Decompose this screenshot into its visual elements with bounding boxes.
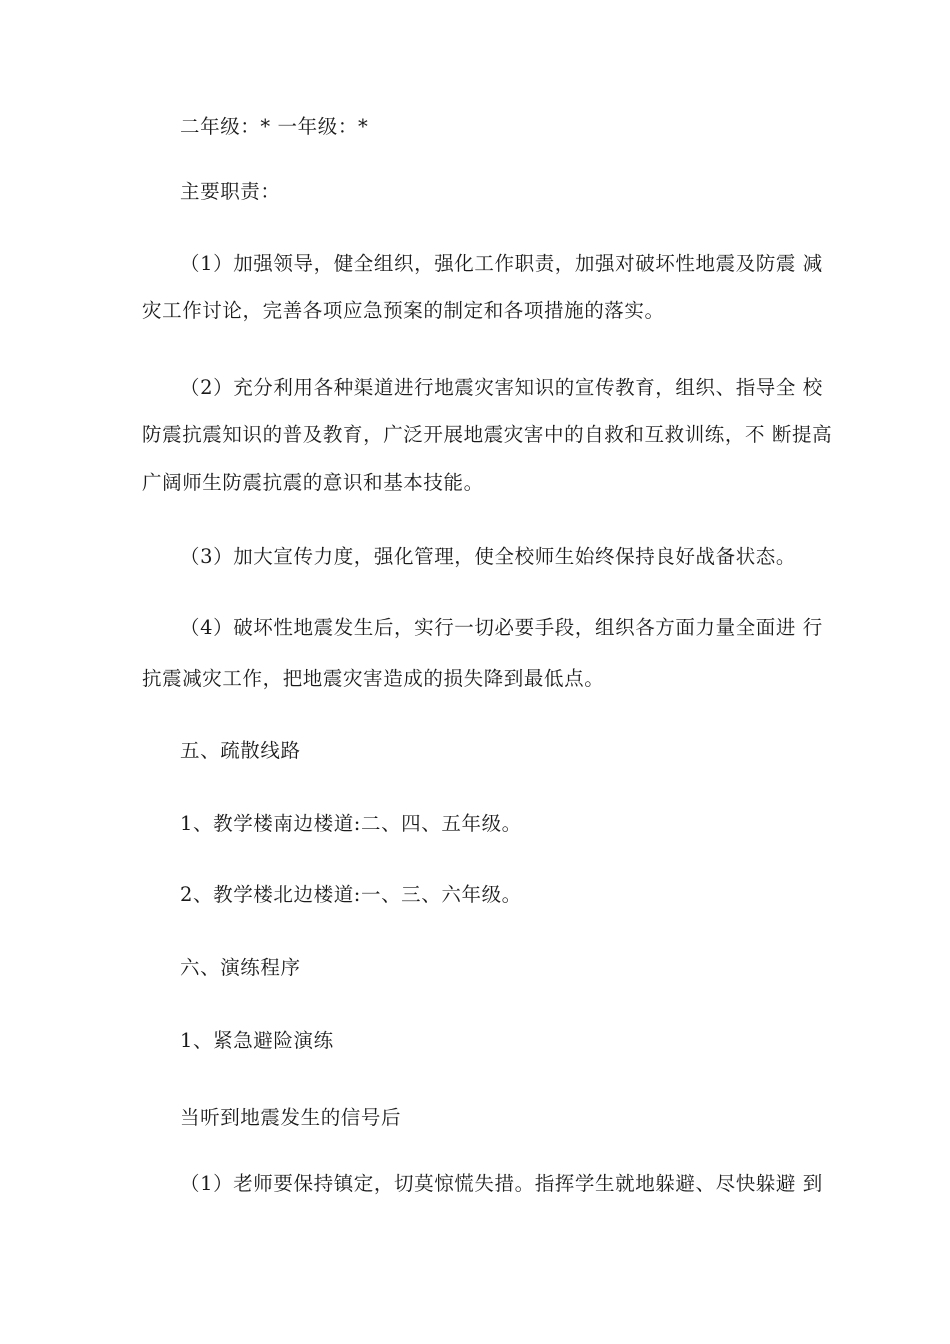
route-north-line: 2、教学楼北边楼道:一、三、六年级。 <box>180 883 522 906</box>
signal-line: 当听到地震发生的信号后 <box>180 1106 402 1129</box>
paragraph-4-line-2: 抗震减灾工作，把地震灾害造成的损失降到最低点。 <box>142 667 605 690</box>
paragraph-1-line-2: 灾工作讨论，完善各项应急预案的制定和各项措施的落实。 <box>142 299 665 322</box>
section-six-heading: 六、演练程序 <box>180 956 301 979</box>
route-south-line: 1、教学楼南边楼道:二、四、五年级。 <box>180 812 522 835</box>
drill-item-1-line-1: （1）老师要保持镇定，切莫惊慌失措。指挥学生就地躲避、尽快躲避 到 <box>180 1172 823 1195</box>
responsibilities-heading: 主要职责： <box>180 180 281 203</box>
paragraph-4-line-1: （4）破坏性地震发生后，实行一切必要手段，组织各方面力量全面进 行 <box>180 616 823 639</box>
grade-line: 二年级：* 一年级：* <box>180 115 369 138</box>
paragraph-2-line-2: 防震抗震知识的普及教育，广泛开展地震灾害中的自救和互救训练，不 断提高 <box>142 423 833 446</box>
drill-step-1-heading: 1、紧急避险演练 <box>180 1029 334 1052</box>
paragraph-2-line-1: （2）充分利用各种渠道进行地震灾害知识的宣传教育，组织、指导全 校 <box>180 376 823 399</box>
paragraph-2-line-3: 广阔师生防震抗震的意识和基本技能。 <box>142 471 484 494</box>
paragraph-1-line-1: （1）加强领导，健全组织，强化工作职责，加强对破坏性地震及防震 减 <box>180 252 823 275</box>
paragraph-3-line-1: （3）加大宣传力度，强化管理，使全校师生始终保持良好战备状态。 <box>180 545 797 568</box>
section-five-heading: 五、疏散线路 <box>180 739 301 762</box>
